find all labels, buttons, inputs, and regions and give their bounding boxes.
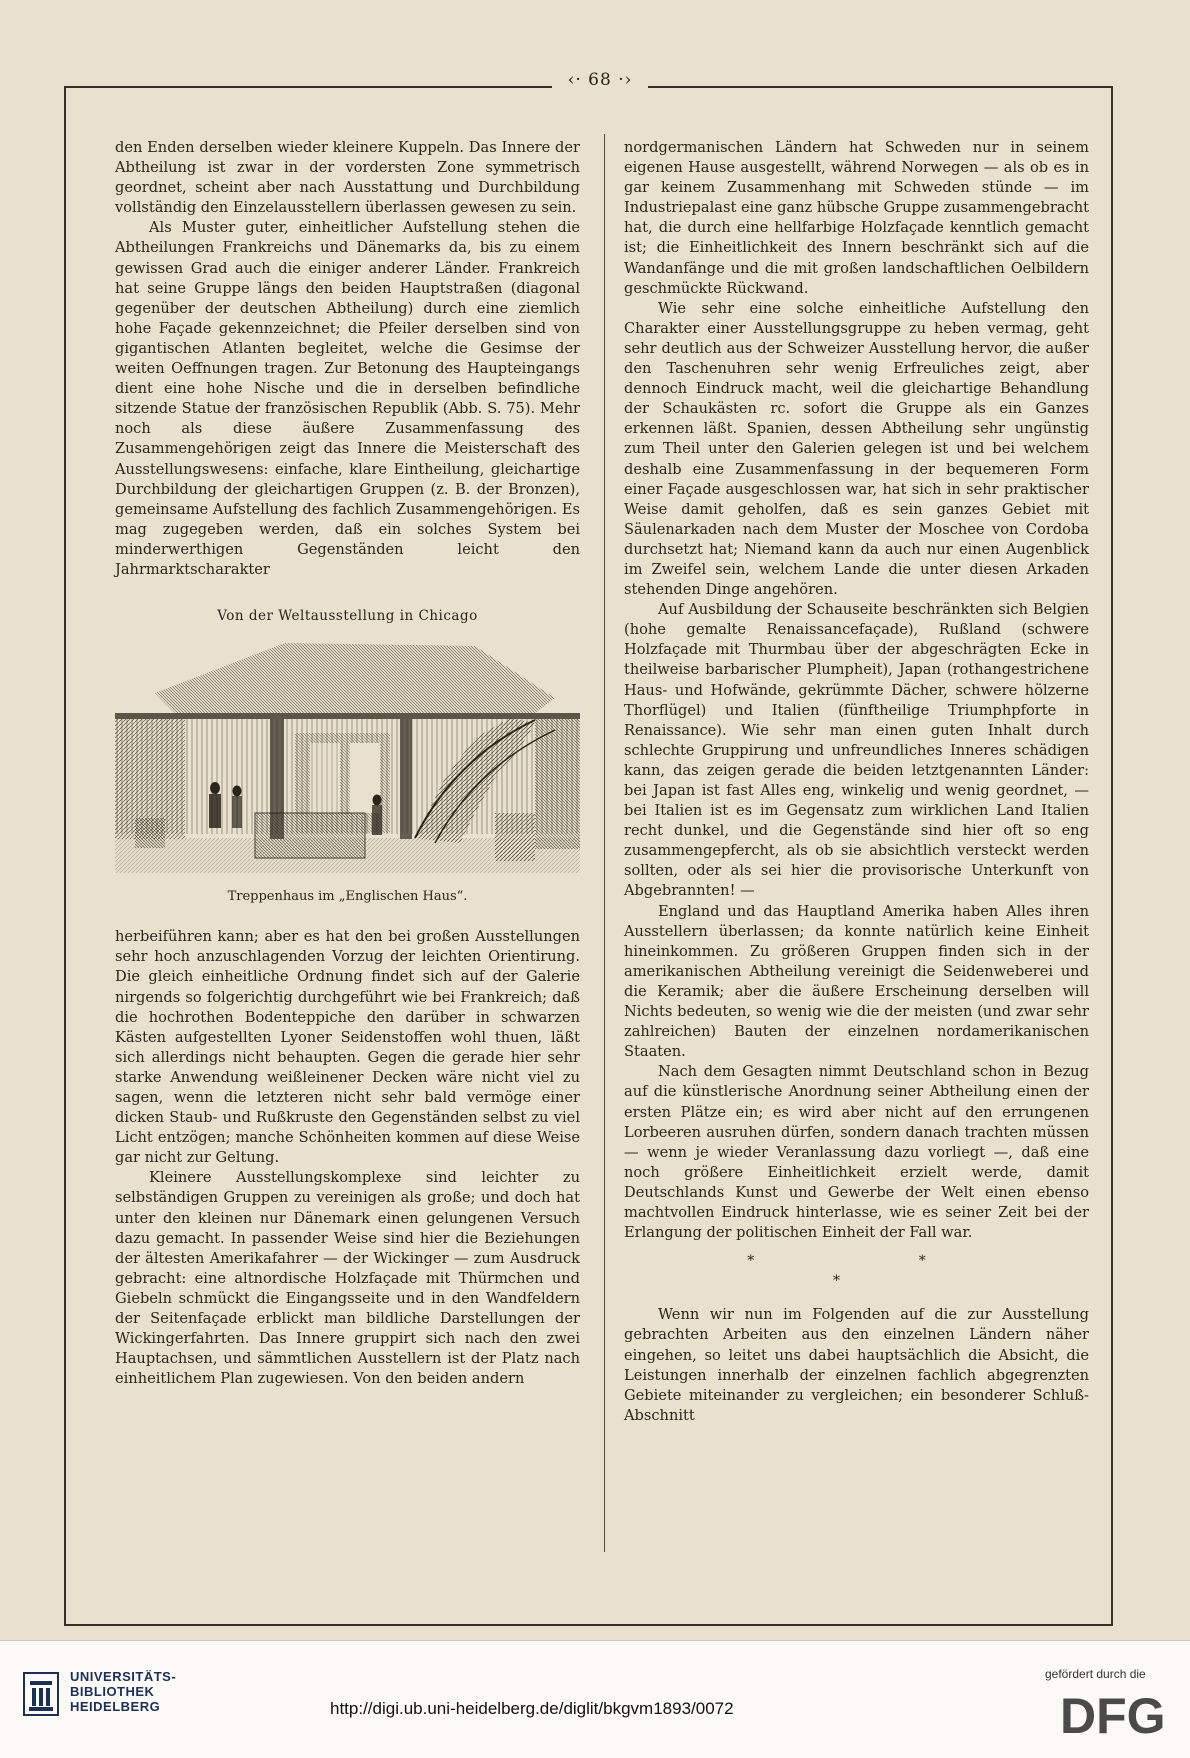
ornament-left-icon: ‹·	[567, 70, 582, 90]
paragraph: Nach dem Gesagten nimmt Deutschland schon in Bezug auf die künstlerische Anordnung seiner Abtheilung einen der ersten Plätze ein; es wird aber nicht auf den errungenen Lorbeeren ausruhen dürfen, sondern danach trachten müssen — wenn je wieder Veranlassung dazu vorliegt —, daß eine noch größere Einheitlichkeit erzielt werde, damit Deutschlands Kunst und Gewerbe der Welt einen ebenso machtvollen Eindruck hinterlasse, wie es seiner Zeit bei der Erlangung der politischen Einheit der Fall war.	[624, 1063, 1089, 1242]
paragraph: Wie sehr eine solche einheitliche Aufstellung den Charakter einer Ausstellungsgruppe zu heben vermag, geht sehr deutlich aus der Schweizer Ausstellung hervor, die außer den Taschenuhren sehr wenig Erfreuliches zeigt, aber dennoch Eindruck macht, weil die gleichartige Behandlung der Schaukästen rc. sofort die Gruppe als ein Ganzes erkennen läßt. Spanien, dessen Abtheilung sehr ungünstig zum Theil unter den Galerien gelegen ist und bei welchem deshalb eine Zusammenfassung in der bequemeren Form einer Façade ausgeschlossen war, hat sich in sehr praktischer Weise damit geholfen, daß es sein ganzes Gebiet mit Säulenarkaden nach dem Muster der Moschee von Cordoba durchsetzt hat; Niemand kann da auch nur einen Augenblick im Zweifel sein, welchem Lande die unter diesen Arkaden stehenden Dinge angehören.	[624, 299, 1089, 599]
paragraph: Kleinere Ausstellungskomplexe sind leichter zu selbständigen Gruppen zu vereinigen als große; und doch hat unter den kleinen nur Dänemark einen gelungenen Versuch dazu gemacht. In passender Weise sind hier die Beziehungen der ältesten Amerikafahrer — der Wickinger — zum Ausdruck gebracht: eine altnordische Holzfaçade mit Thürmchen und Giebeln schmückt die Eingangsseite und in den Wandfeldern der Seitenfaçade erblickt man bildliche Darstellungen der Wickingerfahrten. Das Innere gruppirt sich nach den zwei Hauptachsen, und sämmtlichen Ausstellern ist der Platz nach einheitlichem Plan zugewiesen. Von den beiden andern	[115, 1169, 580, 1388]
paragraph: Auf Ausbildung der Schauseite beschränkten sich Belgien (hohe gemalte Renaissancefaçade), Rußland (schwere Holzfaçade mit Thurmbau über der abgeschrägten Ecke in theilweise barbarischer Plumpheit), Japan (rothangestrichene Haus- und Hofwände, gekrümmte Dächer, schwere hölzerne Thorflügel) und Italien (fünftheilige Triumphpforte in Renaissance). Wie sehr man einen guten Inhalt durch schlechte Gruppirung und unfreundliches Inneres schädigen kann, das zeigen gerade die beiden letztgenannten Länder: bei Japan ist fast Alles eng, winkelig und wenig geordnet, — bei Italien ist es im Gegensatz zum wirklichen Land Italien recht dunkel, und die Gegenstände sind hier oft so eng zusammengepfercht, als ob sie absichtlich versteckt werden sollten, oder als sei hier die provisorische Unterkunft von Abgebrannten! —	[624, 601, 1089, 900]
section-separator: * * *	[747, 1253, 1006, 1290]
paragraph: England und das Hauptland Amerika haben Alles ihren Ausstellern überlassen; da konnte natürlich keine Einheit hineinkommen. Zu größeren Gruppen finden sich in der amerikanischen Abtheilung vereinigt die Seidenweberei und die Keramik; aber die äußere Erscheinung derselben will Nichts bedeuten, so wenig wie die der meisten (und zwar sehr zahlreichen) Bauten der einzelnen nordamerikanischen Staaten.	[624, 902, 1089, 1061]
dfg-logo-icon	[1060, 1689, 1176, 1739]
right-column	[624, 138, 1089, 1426]
source-url-link[interactable]: http://digi.ub.uni-heidelberg.de/diglit/bkgvm1893/0072	[330, 1699, 734, 1718]
column-divider	[604, 134, 605, 1552]
funding-label: gefördert durch die	[1045, 1667, 1146, 1681]
footer-bar	[0, 1640, 1190, 1758]
paragraph: Wenn wir nun im Folgenden auf die zur Ausstellung gebrachten Arbeiten aus den einzelnen Ländern näher eingehen, so leitet uns dabei hauptsächlich die Absicht, die Leistungen innerhalb der einzelnen fachlich abgegrenzten Gebiete miteinander zu vergleichen; ein besonderer Schluß-Abschnitt	[624, 1306, 1089, 1424]
ornament-right-icon: ·›	[618, 70, 633, 90]
left-column	[115, 138, 580, 1389]
paragraph: den Enden derselben wieder kleinere Kuppeln. Das Innere der Abtheilung ist zwar in der vordersten Zone symmetrisch geordnet, scheint aber nach Ausstattung und Durchbildung vollständig den Einzelausstellern überlassen gewesen zu sein.	[115, 139, 580, 217]
university-seal-icon	[22, 1671, 60, 1717]
institution-name: UNIVERSITÄTS- BIBLIOTHEK HEIDELBERG	[70, 1669, 177, 1714]
dfg-logo-text: DFG	[1060, 1689, 1166, 1739]
figure-caption: Treppenhaus im „Englischen Haus“.	[227, 889, 468, 905]
page-number: ‹· 68 ·›	[567, 70, 633, 90]
engraving-illustration	[115, 638, 580, 873]
paragraph: Als Muster guter, einheitlicher Aufstellung stehen die Abtheilungen Frankreichs und Dänemarks da, bis zu einem gewissen Grad auch die einiger anderer Länder. Frankreich hat seine Gruppe längs den beiden Hauptstraßen (diagonal gegenüber der deutschen Abtheilung) durch eine ziemlich hohe Façade gekennzeichnet; die Pfeiler derselben sind von gigantischen Atlanten begleitet, welche die Gesimse der weiten Oeffnungen tragen. Zur Betonung des Haupteingangs dient eine hohe Nische und die in derselben befindliche sitzende Statue der französischen Republik (Abb. S. 75). Mehr noch als diese äußere Zusammenfassung des Zusammengehörigen zeigt das Innere die Meisterschaft des Ausstellungswesens: einfache, klare Eintheilung, gleichartige Durchbildung der gleichartigen Gruppen (z. B. der Bronzen), gemeinsame Aufstellung des fachlich Zusammengehörigen. Es mag zugegeben werden, daß ein solches System bei minderwerthigen Gegenständen leicht den Jahrmarktscharakter	[115, 219, 580, 578]
figure-title: Von der Weltausstellung in Chicago	[217, 608, 478, 625]
figure-staircase-engraving	[115, 638, 580, 873]
paragraph: herbeiführen kann; aber es hat den bei großen Ausstellungen sehr hoch anzuschlagenden Vorzug der leichten Orientirung. Die gleich einheitliche Ordnung findet sich auf der Galerie nirgends so folgerichtig durchgeführt wie bei Frankreich; daß die hochrothen Bodenteppiche den darüber in schwarzen Kästen aufgestellten Lyoner Seidenstoffen wohl thuen, läßt sich allerdings nicht behaupten. Gegen die gerade hier sehr starke Anwendung weißleinener Decken wäre nicht viel zu sagen, wenn die letzteren nicht sehr bald vermöge einer dicken Staub- und Rußkruste den Gegenständen selbst zu viel Licht entzögen; manche Schönheiten kommen auf diese Weise gar nicht zur Geltung.	[115, 928, 580, 1167]
paragraph: nordgermanischen Ländern hat Schweden nur in seinem eigenen Hause ausgestellt, während Norwegen — als ob es in gar keinem Zusammenhang mit Schweden stünde — im Industriepalast eine ganz hübsche Gruppe zusammengebracht hat, die durch eine hellfarbige Holzfaçade kenntlich gemacht ist; die Einheitlichkeit des Innern beschränkt sich auf die Wandanfänge und die mit großen landschaftlichen Oelbildern geschmückte Rückwand.	[624, 139, 1089, 297]
